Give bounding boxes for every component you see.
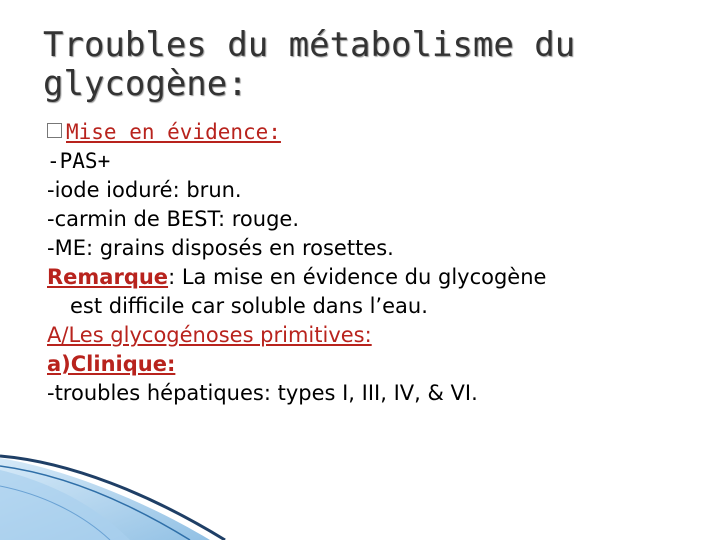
remark-row: [47, 263, 697, 292]
bullet-heading-row: [47, 118, 697, 147]
remark-continuation: est difficile car soluble dans l’eau.: [70, 294, 428, 318]
body-line: -troubles hépatiques: types I, III, IV, & VI.: [47, 381, 478, 405]
title-line-1: Troubles du métabolisme du: [43, 25, 576, 65]
body-line: -ME: grains disposés en rosettes.: [47, 236, 394, 260]
body-line: -PAS+: [47, 149, 111, 173]
section-heading: A/Les glycogénoses primitives:: [47, 323, 372, 347]
subsection-heading: a)Clinique:: [47, 352, 176, 376]
slide-title: [43, 26, 683, 104]
title-line-2: glycogène:: [43, 64, 248, 104]
bullet-heading: Mise en évidence:: [66, 120, 281, 144]
remark-label: Remarque: [47, 265, 169, 289]
body-line: -iode ioduré: brun.: [47, 178, 242, 202]
slide-body: [47, 118, 697, 408]
square-bullet-icon: [47, 123, 62, 138]
body-line: -carmin de BEST: rouge.: [47, 207, 299, 231]
remark-text: : La mise en évidence du glycogène: [168, 265, 547, 289]
